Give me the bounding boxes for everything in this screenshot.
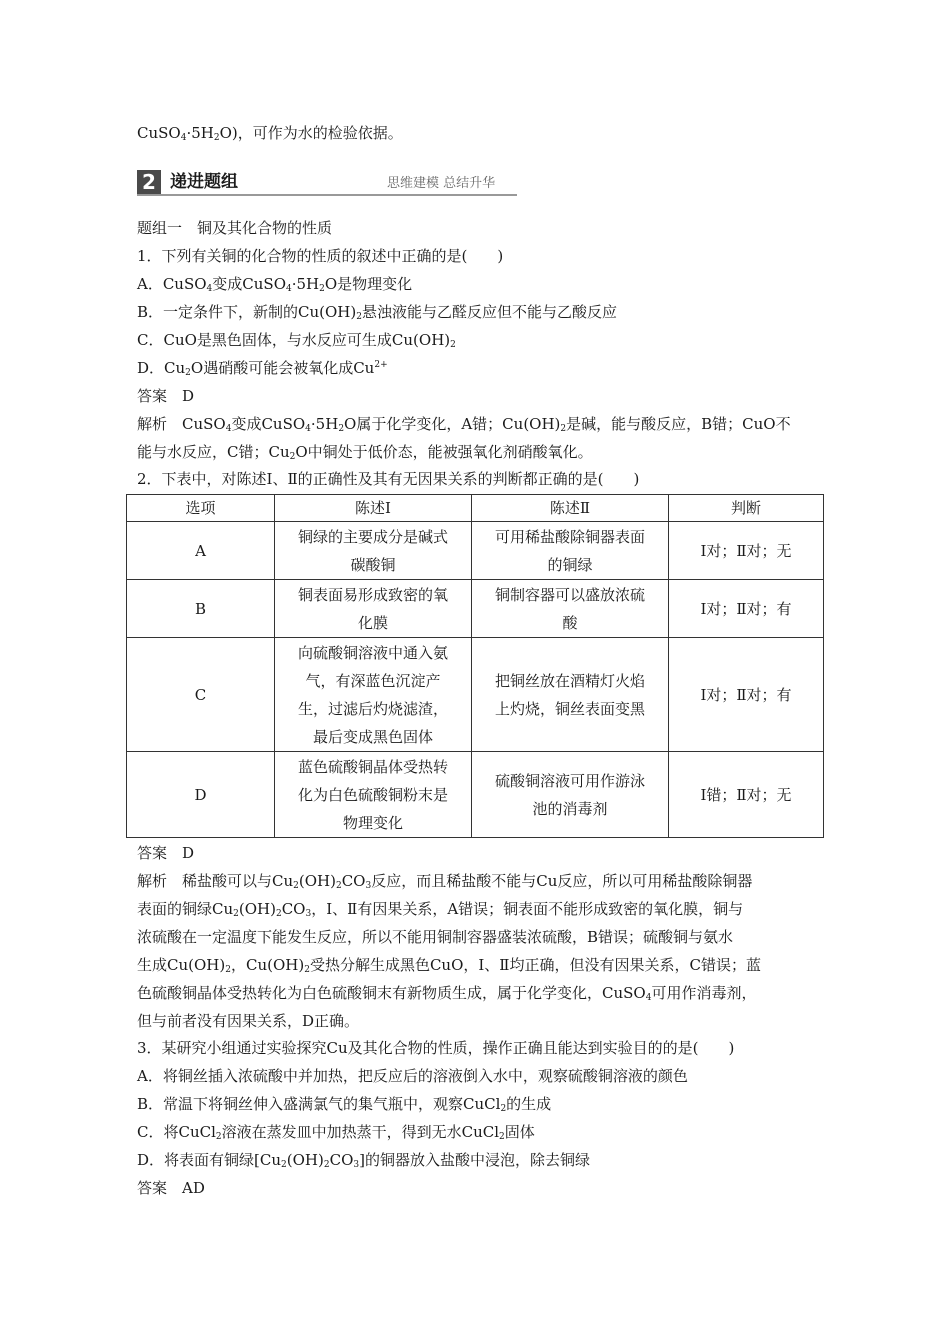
table-header-row [127,495,824,522]
statement-2-cell: 硫酸铜溶液可用作游泳 池的消毒剂 [472,752,669,838]
q3-option-c: C．将CuCl$_2$溶液在蒸发皿中加热蒸干，得到无水CuCl$_2$固体 [137,1123,535,1142]
group-title: 题组一 铜及其化合物的性质 [137,219,333,237]
q3-option-d: D．将表面有铜绿$[Cu_2(OH)_2CO_3]$的铜器放入盐酸中浸泡，除去铜绿 [137,1151,590,1170]
table-row [127,638,824,752]
table-header-cell: 陈述Ⅱ [472,495,669,522]
q1-analysis-line-2: 能与水反应，C错；$Cu_2O$中铜处于低价态，能被强氧化剂硝酸氧化。 [137,443,593,462]
section-title: 递进题组 [170,172,238,192]
q2-stem: 2．下表中，对陈述Ⅰ、Ⅱ的正确性及其有无因果关系的判断都正确的是( ) [137,470,640,488]
option-cell: B [127,580,275,638]
judgement-cell: Ⅰ对；Ⅱ对；无 [669,522,824,580]
q1-option-d: D．$Cu_2O$遇硝酸可能会被氧化成$Cu^{2+}$ [137,359,388,378]
q2-analysis-line-1: 解析 稀盐酸可以与$Cu_2(OH)_2CO_3$反应，而且稀盐酸不能与Cu反应，所以可用稀盐酸除铜器 [137,872,753,891]
q3-option-b: B．常温下将铜丝伸入盛满氯气的集气瓶中，观察CuCl$_2$的生成 [137,1095,552,1114]
statement-1-cell: 铜绿的主要成分是碱式 碳酸铜 [275,522,472,580]
q1-option-b: B．一定条件下，新制的$Cu(OH)_2$悬浊液能与乙醛反应但不能与乙酸反应 [137,303,617,322]
statement-2-cell: 铜制容器可以盛放浓硫 酸 [472,580,669,638]
table-row [127,580,824,638]
q1-option-a: A．CuSO$_4$变成$CuSO_4\cdot 5H_2O$是物理变化 [137,275,413,294]
q3-stem: 3．某研究小组通过实验探究Cu及其化合物的性质，操作正确且能达到实验目的的是( ) [137,1039,735,1057]
q1-analysis-line-1: 解析 CuSO$_4$变成$CuSO_4\cdot 5H_2O$属于化学变化，A错；$Cu(OH)_2$是碱，能与酸反应，B错；CuO不 [137,415,791,434]
q2-analysis-line-2: 表面的铜绿$Cu_2(OH)_2CO_3$，Ⅰ、Ⅱ有因果关系，A错误；铜表面不能形成致密的氧化膜，铜与 [137,900,744,919]
comparison-table [126,494,824,838]
statement-1-cell: 铜表面易形成致密的氧 化膜 [275,580,472,638]
q3-answer: 答案 AD [137,1179,205,1197]
q2-analysis-line-5: 色硫酸铜晶体受热转化为白色硫酸铜末有新物质生成，属于化学变化，CuSO$_4$可用作消毒剂， [137,984,757,1003]
q1-option-c: C．CuO是黑色固体，与水反应可生成$Cu(OH)_2$ [137,331,456,350]
table-header-cell: 判断 [669,495,824,522]
section-divider [137,194,517,196]
judgement-cell: Ⅰ对；Ⅱ对；有 [669,580,824,638]
q1-answer: 答案 D [137,387,195,405]
statement-2-cell: 可用稀盐酸除铜器表面 的铜绿 [472,522,669,580]
option-cell: D [127,752,275,838]
option-cell: A [127,522,275,580]
intro-line: $CuSO_4\cdot 5H_2O$)，可作为水的检验依据。 [137,124,403,143]
judgement-cell: Ⅰ对；Ⅱ对；有 [669,638,824,752]
statement-2-cell: 把铜丝放在酒精灯火焰 上灼烧，铜丝表面变黑 [472,638,669,752]
q2-analysis-line-3: 浓硫酸在一定温度下能发生反应，所以不能用铜制容器盛装浓硫酸，B错误；硫酸铜与氨水 [137,928,734,946]
table-header-cell: 陈述Ⅰ [275,495,472,522]
table-row [127,522,824,580]
table-row [127,752,824,838]
section-subtitle: 思维建模 总结升华 [387,176,496,191]
q3-option-a: A．将铜丝插入浓硫酸中并加热，把反应后的溶液倒入水中，观察硫酸铜溶液的颜色 [137,1067,688,1085]
q2-analysis-line-6: 但与前者没有因果关系，D正确。 [137,1012,360,1030]
statement-1-cell: 蓝色硫酸铜晶体受热转 化为白色硫酸铜粉末是 物理变化 [275,752,472,838]
statement-1-cell: 向硫酸铜溶液中通入氨 气，有深蓝色沉淀产 生，过滤后灼烧滤渣， 最后变成黑色固体 [275,638,472,752]
q2-analysis-line-4: 生成$Cu(OH)_2$，$Cu(OH)_2$受热分解生成黑色CuO，Ⅰ、Ⅱ均正确，但没有因果关系，C错误；蓝 [137,956,761,975]
table-header-cell: 选项 [127,495,275,522]
q2-answer: 答案 D [137,844,195,862]
section-number-badge: 2 [137,170,161,194]
option-cell: C [127,638,275,752]
judgement-cell: Ⅰ错；Ⅱ对；无 [669,752,824,838]
section-header [137,170,517,196]
q1-stem: 1．下列有关铜的化合物的性质的叙述中正确的是( ) [137,247,504,265]
